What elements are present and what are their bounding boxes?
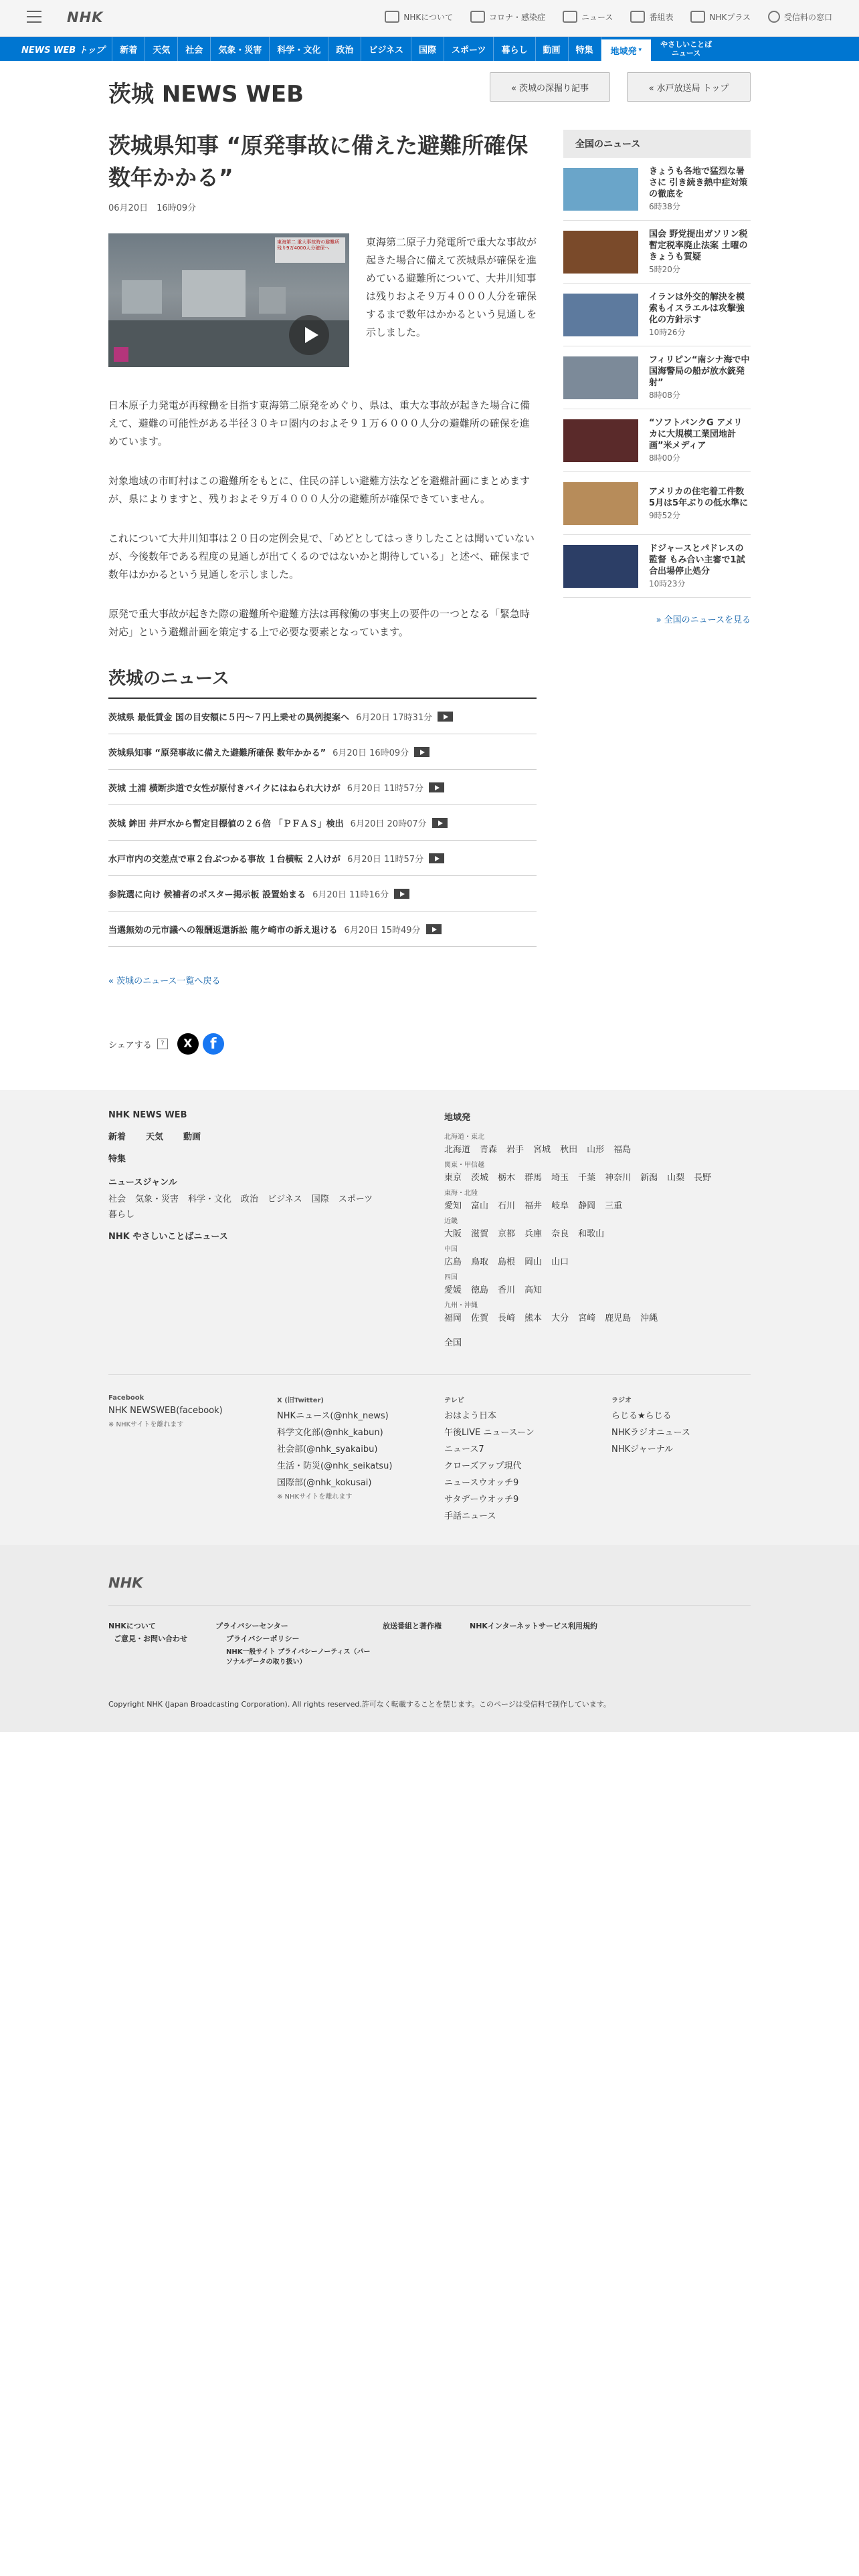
corona-link[interactable] bbox=[470, 11, 545, 23]
news-time: 6月20日 11時57分 bbox=[347, 783, 423, 794]
region-link[interactable]: 京都 bbox=[498, 1229, 516, 1239]
top-bar bbox=[0, 0, 859, 37]
news-title: 茨城県知事 “原発事故に備えた避難所確保 数年かかる” bbox=[108, 748, 326, 758]
footer-latest-link[interactable]: 新着 bbox=[108, 1132, 126, 1142]
about-nhk-link[interactable]: NHKについて bbox=[108, 1622, 156, 1630]
tv-program-link[interactable]: ニュースウオッチ9 bbox=[444, 1478, 519, 1488]
article-paragraph: 原発で重大事故が起きた際の避難所や避難方法は再稼働の事実上の要件の一つとなる「緊急時対応」という避難計画を策定する上で必要な要素となっています。 bbox=[108, 608, 531, 638]
news-time: 6時38分 bbox=[649, 202, 680, 211]
region-link[interactable]: 静岡 bbox=[578, 1201, 596, 1211]
footer-facebook bbox=[108, 1394, 269, 1428]
nav-latest[interactable]: 新着 bbox=[112, 37, 145, 61]
region-link[interactable]: 山形 bbox=[587, 1145, 605, 1155]
news-title: 茨城 鉾田 井戸水から暫定目標値の２６倍 「ＰＦＡＳ」検出 bbox=[108, 819, 344, 829]
news-title: 当選無効の元市議への報酬返還訴訟 龍ケ崎市の訴え退ける bbox=[108, 925, 338, 936]
nav-international[interactable]: 国際 bbox=[411, 37, 444, 61]
article-paragraph: これについて大井川知事は２０日の定例会見で、「めどとしてはっきりしたことは聞いていないが、今後数年である程度の見通しが出てくるのではないかと期待している」と述べ、確保まで数年はかかるという見通しを示しました。 bbox=[108, 532, 535, 580]
local-news-back-link[interactable]: « 茨城のニュース一覧へ戻る bbox=[108, 976, 221, 986]
region-link[interactable]: 千葉 bbox=[578, 1173, 596, 1183]
tv-program-link[interactable]: 手話ニュース bbox=[444, 1511, 496, 1521]
news-time: 10時23分 bbox=[649, 579, 686, 588]
footer-special-link[interactable]: 特集 bbox=[108, 1154, 126, 1164]
region-link[interactable]: 高知 bbox=[524, 1285, 543, 1295]
region-link[interactable]: 奈良 bbox=[551, 1229, 569, 1239]
video-icon bbox=[394, 889, 409, 899]
national-news-item[interactable] bbox=[563, 221, 751, 284]
radio-link[interactable]: NHKラジオニュース bbox=[611, 1428, 690, 1438]
region-link[interactable]: 熊本 bbox=[524, 1313, 543, 1323]
program-guide-icon bbox=[630, 11, 645, 23]
region-link[interactable]: 滋賀 bbox=[471, 1229, 489, 1239]
region-link[interactable]: 青森 bbox=[480, 1145, 498, 1155]
region-link[interactable]: 三重 bbox=[605, 1201, 623, 1211]
news-title: フィリピン“南シナ海で中国海警局の船が放水銃発射” bbox=[649, 355, 750, 388]
news-title: 茨城 土浦 横断歩道で女性が原付きバイクにはねられ大けが bbox=[108, 783, 341, 794]
region-link[interactable]: 北海道 bbox=[444, 1145, 471, 1155]
region-group-label: 近畿 bbox=[444, 1218, 458, 1225]
radio-link[interactable]: らじる★らじる bbox=[611, 1411, 672, 1421]
local-news-item[interactable] bbox=[108, 841, 537, 876]
article-paragraph: 日本原子力発電が再稼働を目指す東海第二原発をめぐり、県は、重大な事故が起きた場合に備えて、避難の可能性がある半径３０キロ圏内のおよそ９１万６０００人分の避難所の確保を進めています。 bbox=[108, 399, 531, 447]
footer-divider bbox=[108, 1374, 751, 1375]
local-news-item[interactable] bbox=[108, 911, 537, 947]
footer-genre-link[interactable]: 暮らし bbox=[108, 1210, 135, 1220]
local-news-item[interactable] bbox=[108, 734, 537, 770]
facebook-title: Facebook bbox=[108, 1394, 145, 1402]
region-link[interactable]: 鹿児島 bbox=[605, 1313, 632, 1323]
news-title: きょうも各地で猛烈な暑さに 引き続き熱中症対策の徹底を bbox=[649, 167, 748, 199]
local-news-item[interactable] bbox=[108, 876, 537, 911]
news-thumbnail bbox=[563, 294, 638, 336]
facebook-share-icon[interactable]: f bbox=[203, 1033, 224, 1055]
news-icon bbox=[563, 11, 577, 23]
news-title: イランは外交的解決を模索もイスラエルは攻撃強化の方針示す bbox=[649, 292, 745, 325]
news-time: 6月20日 17時31分 bbox=[356, 712, 433, 723]
region-link[interactable]: 秋田 bbox=[560, 1145, 578, 1155]
news-time: 8時08分 bbox=[649, 391, 680, 400]
region-group-label: 四国 bbox=[444, 1274, 458, 1281]
region-link[interactable]: 新潟 bbox=[640, 1173, 658, 1183]
region-link[interactable]: 群馬 bbox=[524, 1173, 543, 1183]
fee-icon bbox=[768, 11, 780, 23]
program-guide-link[interactable] bbox=[630, 11, 673, 23]
copyright-link[interactable]: 放送番組と著作権 bbox=[383, 1622, 442, 1630]
local-news-item[interactable] bbox=[108, 770, 537, 805]
x-account-link[interactable]: 生活・防災(@nhk_seikatsu) bbox=[277, 1461, 393, 1471]
national-news-item[interactable] bbox=[563, 409, 751, 472]
region-link[interactable]: 長崎 bbox=[498, 1313, 516, 1323]
news-time: 6月20日 15時49分 bbox=[344, 925, 421, 936]
nhk-plus-link[interactable] bbox=[690, 11, 751, 23]
tv-program-link[interactable]: おはよう日本 bbox=[444, 1411, 497, 1421]
national-news-more-link[interactable]: » 全国のニュースを見る bbox=[656, 615, 751, 625]
region-group-label: 関東・甲信越 bbox=[444, 1162, 484, 1169]
region-link[interactable]: 香川 bbox=[498, 1285, 516, 1295]
program-guide-label: 番組表 bbox=[649, 12, 674, 22]
article-media bbox=[108, 233, 537, 375]
region-link[interactable]: 兵庫 bbox=[524, 1229, 543, 1239]
footer-regions bbox=[444, 1110, 751, 1348]
region-link[interactable]: 長野 bbox=[694, 1173, 712, 1183]
footer-easy-news-link[interactable]: NHK やさしいことばニュース bbox=[108, 1232, 228, 1242]
external-note: ※ NHKサイトを離れます bbox=[277, 1493, 353, 1501]
region-group-label: 東海・北陸 bbox=[444, 1190, 478, 1197]
region-link[interactable]: 神奈川 bbox=[605, 1173, 632, 1183]
footer-newsweb-title[interactable]: NHK NEWS WEB bbox=[108, 1110, 187, 1120]
news-title: “ソフトバンクG アメリカに大規模工業団地計画”米メディア bbox=[649, 418, 743, 451]
video-icon bbox=[414, 747, 430, 757]
footer-x bbox=[277, 1394, 438, 1501]
nav-politics[interactable]: 政治 bbox=[328, 37, 361, 61]
nav-video[interactable]: 動画 bbox=[536, 37, 569, 61]
video-icon bbox=[438, 712, 453, 722]
video-icon bbox=[432, 818, 448, 828]
x-share-icon[interactable]: X bbox=[177, 1033, 199, 1055]
site-title[interactable]: 茨城 NEWS WEB bbox=[108, 81, 304, 108]
footer bbox=[0, 1090, 859, 1732]
external-note: ※ NHKサイトを離れます bbox=[108, 1421, 184, 1428]
region-link[interactable]: 福井 bbox=[524, 1201, 543, 1211]
region-group-label: 九州・沖縄 bbox=[444, 1302, 478, 1309]
region-link[interactable]: 山梨 bbox=[667, 1173, 685, 1183]
national-news-item[interactable] bbox=[563, 284, 751, 346]
x-account-link[interactable]: 科学文化部(@nhk_kabun) bbox=[277, 1428, 383, 1438]
nav-disaster[interactable]: 気象・災害 bbox=[211, 37, 270, 61]
region-link[interactable]: 広島 bbox=[444, 1257, 462, 1267]
news-label: ニュース bbox=[581, 12, 613, 22]
help-icon[interactable]: ? bbox=[157, 1039, 168, 1049]
privacy-center-link[interactable]: プライバシーセンター bbox=[215, 1622, 288, 1630]
article-date: 06月20日 16時09分 bbox=[108, 203, 197, 213]
nav-weather[interactable]: 天気 bbox=[145, 37, 178, 61]
news-thumbnail bbox=[563, 419, 638, 462]
region-link[interactable]: 和歌山 bbox=[578, 1229, 605, 1239]
news-title: 茨城県 最低賃金 国の目安額に５円〜７円上乗せの異例提案へ bbox=[108, 712, 350, 723]
contact-link[interactable]: ご意見・お問い合わせ bbox=[114, 1634, 187, 1643]
easy-news-line1: やさしいことば bbox=[660, 40, 712, 49]
video-icon bbox=[429, 782, 444, 792]
footer-genre-link[interactable]: ビジネス bbox=[268, 1194, 302, 1204]
region-link[interactable]: 愛知 bbox=[444, 1201, 462, 1211]
region-link[interactable]: 岡山 bbox=[524, 1257, 543, 1267]
region-link[interactable]: 大阪 bbox=[444, 1229, 462, 1239]
privacy-policy-link[interactable]: プライバシーポリシー bbox=[226, 1634, 300, 1643]
region-link[interactable]: 富山 bbox=[471, 1201, 489, 1211]
national-news-heading: 全国のニュース bbox=[563, 130, 751, 158]
footer-genre-link[interactable]: スポーツ bbox=[338, 1194, 373, 1204]
region-link[interactable]: 宮崎 bbox=[578, 1313, 596, 1323]
footer-genre-link[interactable]: 政治 bbox=[241, 1194, 259, 1204]
news-title: アメリカの住宅着工件数 5月は5年ぶりの低水準に bbox=[649, 486, 749, 508]
local-news-item[interactable] bbox=[108, 805, 537, 841]
footer-region-title: 地域発 bbox=[444, 1113, 471, 1123]
national-news-item[interactable] bbox=[563, 346, 751, 409]
nav-life[interactable]: 暮らし bbox=[494, 37, 535, 61]
share-bar bbox=[108, 1033, 537, 1055]
region-link[interactable]: 栃木 bbox=[498, 1173, 516, 1183]
x-account-link[interactable]: 国際部(@nhk_kokusai) bbox=[277, 1478, 372, 1488]
region-link[interactable]: 石川 bbox=[498, 1201, 516, 1211]
nhk-plus-label: NHKプラス bbox=[709, 12, 751, 22]
video-icon bbox=[426, 924, 442, 934]
local-news-item[interactable] bbox=[108, 699, 537, 734]
news-time: 10時26分 bbox=[649, 328, 686, 337]
region-link[interactable]: 埼玉 bbox=[551, 1173, 569, 1183]
facebook-link[interactable]: NHK NEWSWEB(facebook) bbox=[108, 1406, 223, 1416]
corona-icon bbox=[470, 11, 485, 23]
chevron-down-icon: ▾ bbox=[638, 47, 642, 53]
region-link[interactable]: 岩手 bbox=[506, 1145, 524, 1155]
nav-special[interactable]: 特集 bbox=[569, 37, 601, 61]
article bbox=[108, 130, 537, 1055]
footer-genre-link[interactable]: 科学・文化 bbox=[188, 1194, 232, 1204]
footer-newsweb bbox=[108, 1110, 409, 1242]
video-icon bbox=[429, 853, 444, 863]
region-link[interactable]: 山口 bbox=[551, 1257, 569, 1267]
national-news-item[interactable] bbox=[563, 472, 751, 535]
privacy-notice-link[interactable]: NHK一般サイト プライバシーノーティス（パーソナルデータの取り扱い） bbox=[226, 1648, 371, 1666]
nav-newsweb-top[interactable]: NEWS WEB トップ bbox=[19, 37, 112, 61]
news-title: ドジャースとパドレスの監督 もみ合い主審で1試合出場停止処分 bbox=[649, 544, 745, 576]
terms-link[interactable]: NHKインターネットサービス利用規約 bbox=[470, 1622, 597, 1630]
news-thumbnail bbox=[563, 231, 638, 274]
fee-label: 受信料の窓口 bbox=[783, 12, 832, 22]
footer-genre-link[interactable]: 国際 bbox=[311, 1194, 329, 1204]
region-link[interactable]: 徳島 bbox=[471, 1285, 489, 1295]
article-headline: 茨城県知事 “原発事故に備えた避難所確保数年かかる” bbox=[108, 132, 529, 191]
corona-label: コロナ・感染症 bbox=[489, 12, 546, 22]
tv-program-link[interactable]: サタデーウオッチ9 bbox=[444, 1495, 519, 1505]
article-paragraph: 対象地域の市町村はこの避難所をもとに、住民の詳しい避難方法などを避難計画にまとめますが、県によりますと、残りおよそ９万４０００人分の避難所が確保できていません。 bbox=[108, 475, 531, 505]
tv-program-link[interactable]: 午後LIVE ニュースーン bbox=[444, 1428, 535, 1438]
news-time: 8時00分 bbox=[649, 453, 680, 463]
news-time: 6月20日 11時16分 bbox=[312, 889, 389, 900]
nav-business[interactable]: ビジネス bbox=[361, 37, 411, 61]
nhk-about-label: NHKについて bbox=[403, 12, 454, 22]
mito-station-button[interactable]: « 水戸放送局 トップ bbox=[627, 72, 751, 102]
share-label: シェアする bbox=[108, 1040, 152, 1051]
video-caption: 東海第二 重大事故時の避難所 残り9万4000人分確保へ bbox=[275, 237, 345, 263]
footer-bottom-links bbox=[108, 1605, 751, 1666]
region-link[interactable]: 佐賀 bbox=[471, 1313, 489, 1323]
copyright-text: Copyright NHK (Japan Broadcasting Corporation). All rights reserved.許可なく転載することを禁じます。このページは受信料で制作しています。 bbox=[108, 1700, 611, 1709]
news-time: 9時52分 bbox=[649, 510, 680, 520]
tv-title: テレビ bbox=[444, 1397, 464, 1404]
x-title: X (旧Twitter) bbox=[277, 1397, 324, 1404]
footer-radio bbox=[611, 1394, 751, 1455]
region-group-label: 北海道・東北 bbox=[444, 1134, 484, 1141]
nav-sports[interactable]: スポーツ bbox=[444, 37, 494, 61]
region-link[interactable]: 岐阜 bbox=[551, 1201, 569, 1211]
national-news-sidebar bbox=[563, 130, 751, 625]
tv-program-link[interactable]: クローズアップ現代 bbox=[444, 1461, 522, 1471]
footer-weather-link[interactable]: 天気 bbox=[146, 1132, 164, 1142]
nhk-about-link[interactable] bbox=[385, 11, 453, 23]
news-thumbnail bbox=[563, 356, 638, 399]
footer-tv bbox=[444, 1394, 605, 1521]
video-player[interactable] bbox=[108, 233, 349, 367]
news-thumbnail bbox=[563, 545, 638, 588]
news-title: 水戸市内の交差点で車２台ぶつかる事故 １台横転 ２人けが bbox=[108, 854, 341, 865]
news-link[interactable] bbox=[563, 11, 613, 23]
nav-regional[interactable] bbox=[601, 39, 652, 61]
radio-title: ラジオ bbox=[611, 1397, 632, 1404]
nav-science[interactable]: 科学・文化 bbox=[270, 37, 328, 61]
news-time: 6月20日 16時09分 bbox=[332, 748, 409, 758]
region-link[interactable]: 茨城 bbox=[471, 1173, 489, 1183]
region-link[interactable]: 鳥取 bbox=[471, 1257, 489, 1267]
utility-links bbox=[385, 11, 832, 23]
footer-genre-link[interactable]: 気象・災害 bbox=[135, 1194, 179, 1204]
region-link[interactable]: 島根 bbox=[498, 1257, 516, 1267]
easy-news-line2: ニュース bbox=[671, 49, 701, 58]
news-thumbnail bbox=[563, 168, 638, 211]
footer-video-link[interactable]: 動画 bbox=[183, 1132, 201, 1142]
footer-genre-title: ニュースジャンル bbox=[108, 1178, 177, 1188]
radio-link[interactable]: NHKジャーナル bbox=[611, 1444, 674, 1455]
nhk-plus-icon bbox=[690, 11, 705, 23]
footer-nhk-logo[interactable]: NHK bbox=[108, 1575, 143, 1591]
national-news-item[interactable] bbox=[563, 158, 751, 221]
region-national-link[interactable]: 全国 bbox=[444, 1338, 462, 1348]
news-thumbnail bbox=[563, 482, 638, 525]
nhk-about-icon bbox=[385, 11, 399, 23]
region-link[interactable]: 福島 bbox=[613, 1145, 632, 1155]
nhk-watermark-icon bbox=[114, 347, 128, 362]
fee-link[interactable] bbox=[768, 11, 832, 23]
footer-genre-link[interactable]: 社会 bbox=[108, 1194, 126, 1204]
article-lead: 東海第二原子力発電所で重大な事故が起きた場合に備えて茨城県が確保を進めている避難所について、大井川知事は残りおよそ９万４０００人分を確保するまで数年はかかるという見通しを示しました。 bbox=[366, 236, 537, 338]
region-link[interactable]: 東京 bbox=[444, 1173, 462, 1183]
nhk-logo[interactable]: NHK bbox=[67, 9, 104, 25]
region-link[interactable]: 宮城 bbox=[533, 1145, 551, 1155]
news-time: 5時20分 bbox=[649, 265, 680, 274]
nav-easy-news[interactable] bbox=[651, 37, 721, 61]
region-link[interactable]: 愛媛 bbox=[444, 1285, 462, 1295]
local-news-heading: 茨城のニュース bbox=[108, 665, 537, 699]
news-title: 国会 野党提出ガソリン税暫定税率廃止法案 土曜のきょうも質疑 bbox=[649, 229, 748, 262]
news-title: 参院選に向け 候補者のポスター掲示板 設置始まる bbox=[108, 889, 306, 900]
play-icon[interactable] bbox=[289, 315, 329, 355]
tv-program-link[interactable]: ニュース7 bbox=[444, 1444, 484, 1455]
news-time: 6月20日 11時57分 bbox=[347, 854, 424, 865]
x-account-link[interactable]: 社会部(@nhk_syakaibu) bbox=[277, 1444, 378, 1455]
ibaraki-deep-button[interactable]: « 茨城の深掘り記事 bbox=[490, 72, 610, 102]
main-nav bbox=[0, 37, 859, 61]
nav-society[interactable]: 社会 bbox=[178, 37, 211, 61]
local-news-list bbox=[108, 699, 537, 947]
region-link[interactable]: 大分 bbox=[551, 1313, 569, 1323]
region-link[interactable]: 福岡 bbox=[444, 1313, 462, 1323]
nav-regional-label: 地域発 bbox=[610, 46, 637, 57]
x-account-link[interactable]: NHKニュース(@nhk_news) bbox=[277, 1411, 389, 1421]
hamburger-menu-icon[interactable] bbox=[27, 11, 41, 23]
national-news-item[interactable] bbox=[563, 535, 751, 598]
region-link[interactable]: 沖縄 bbox=[640, 1313, 658, 1323]
news-time: 6月20日 20時07分 bbox=[350, 819, 427, 829]
region-group-label: 中国 bbox=[444, 1246, 458, 1253]
